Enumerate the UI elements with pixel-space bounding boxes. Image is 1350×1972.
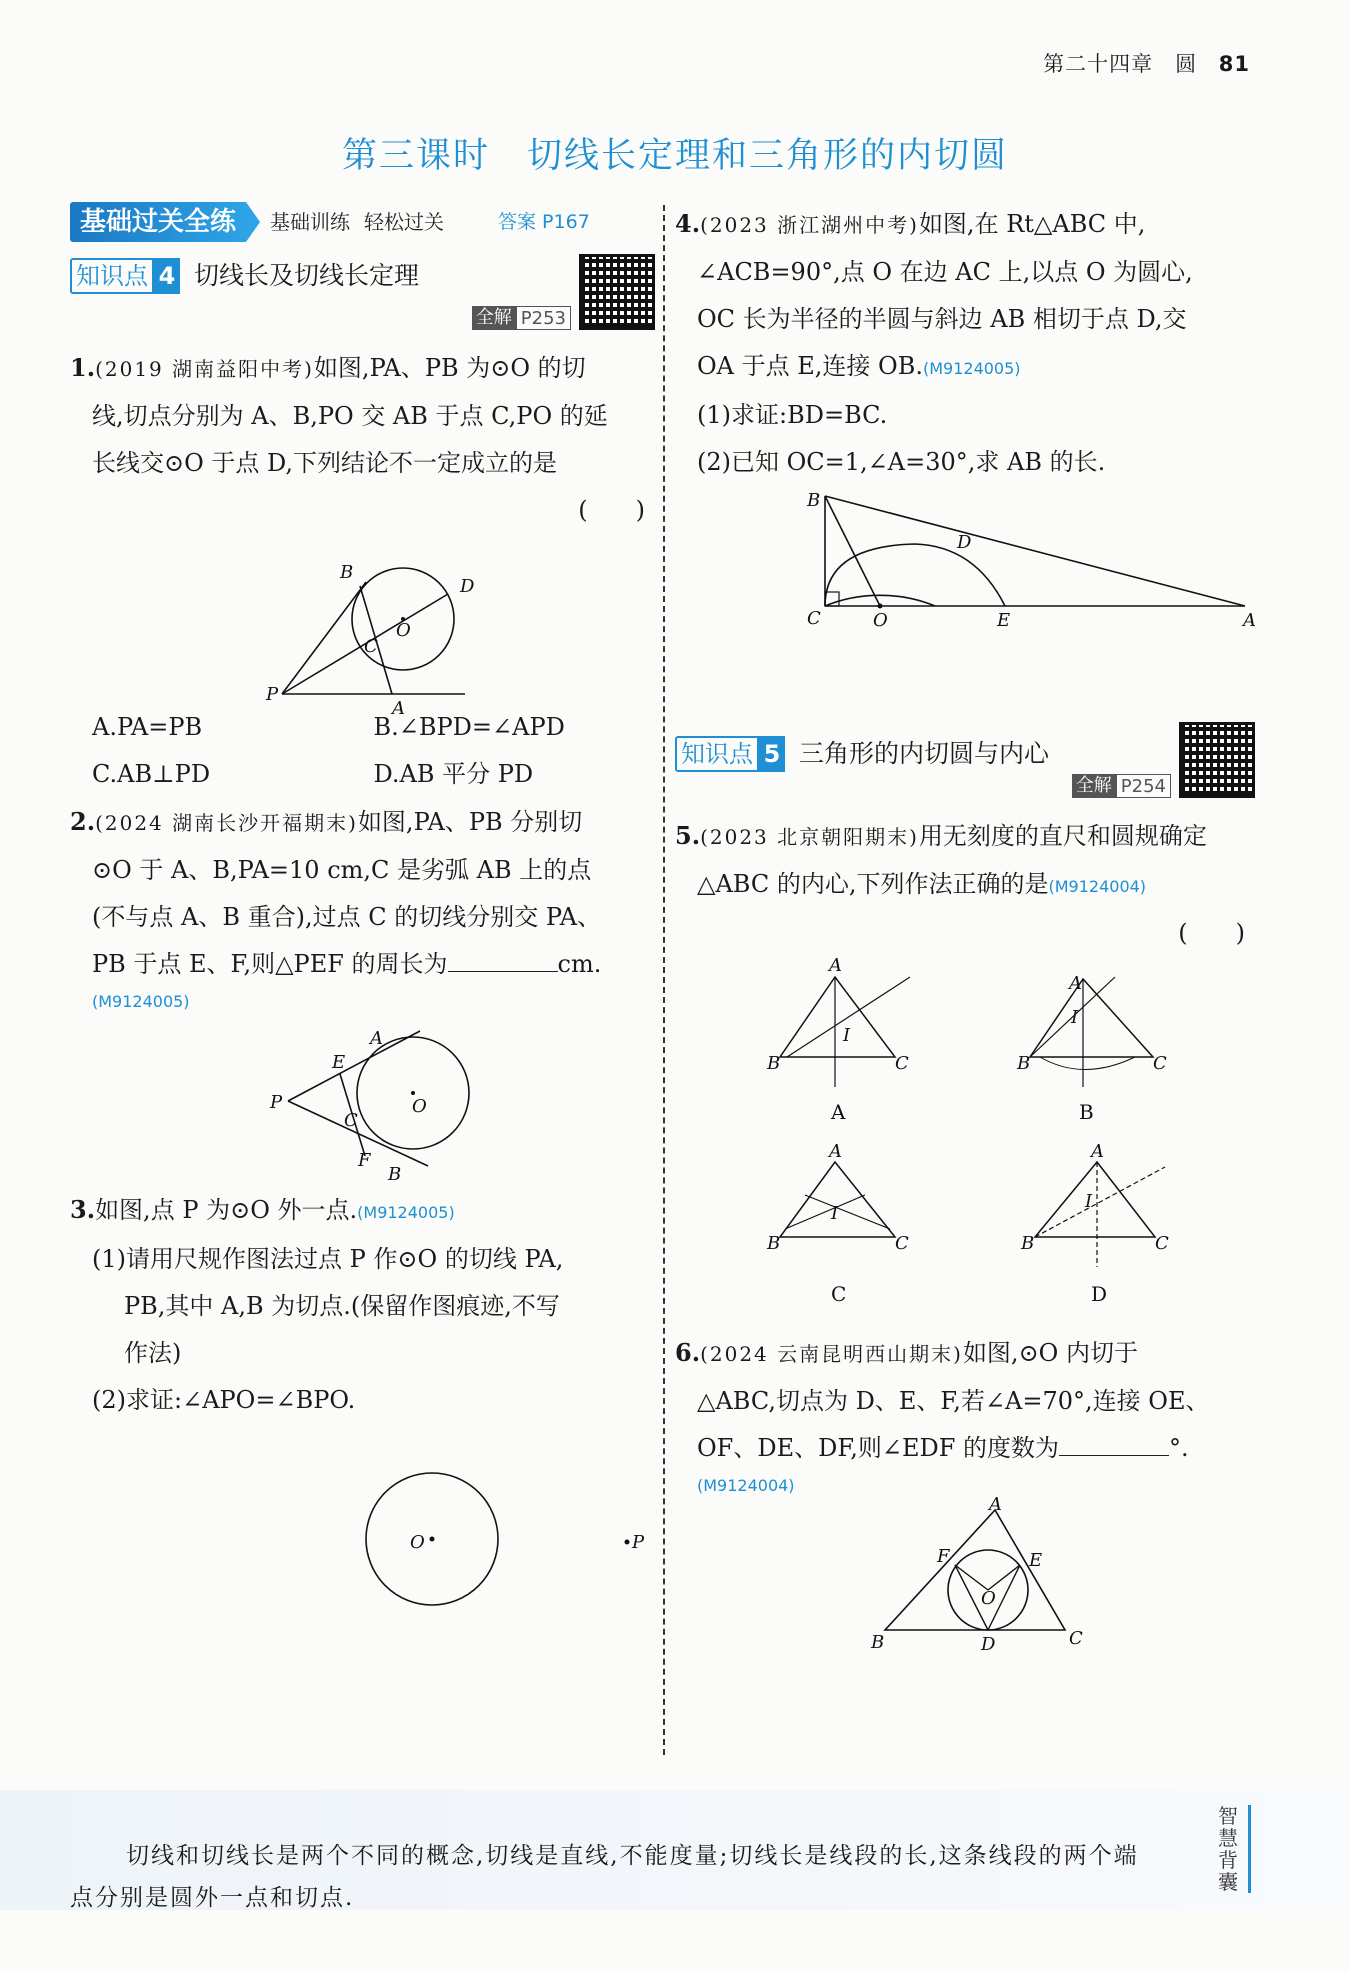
pt-C: C xyxy=(1153,1053,1167,1074)
q-number: 6. xyxy=(675,1338,701,1367)
tip-line-2: 点分别是圆外一点和切点. xyxy=(70,1885,355,1911)
pt-E: E xyxy=(332,1052,346,1073)
pt-P: P xyxy=(266,684,279,705)
pt-P: P xyxy=(632,1532,645,1553)
pt-O: O xyxy=(981,1588,996,1609)
q5-option-a-figure xyxy=(766,955,910,1124)
pt-I: I xyxy=(843,1025,851,1046)
q-number: 3. xyxy=(70,1195,96,1224)
pt-B: B xyxy=(340,562,354,583)
q-text: OA 于点 E,连接 OB. xyxy=(697,352,923,380)
q-code: (M9124005) xyxy=(922,359,1021,378)
pt-B: B xyxy=(871,1632,885,1653)
q-text: (不与点 A、B 重合),过点 C 的切线分别交 PA、 xyxy=(92,903,602,931)
q2-figure xyxy=(70,1016,655,1186)
qj-label: 全解 xyxy=(1072,774,1116,798)
q-source: (2024 湖南长沙开福期末) xyxy=(95,811,358,835)
pt-F: F xyxy=(937,1546,950,1567)
fig-label: C xyxy=(831,1282,847,1306)
pt-C: C xyxy=(807,608,821,629)
pt-A: A xyxy=(370,1028,383,1049)
pt-B: B xyxy=(767,1053,781,1074)
q-text: 如图,在 Rt△ABC 中, xyxy=(918,210,1146,238)
pt-C: C xyxy=(895,1053,909,1074)
q-text: △ABC,切点为 D、E、F,若∠A=70°,连接 OE、 xyxy=(697,1387,1210,1415)
q-text: ∠ACB=90°,点 O 在边 AC 上,以点 O 为圆心, xyxy=(697,258,1193,286)
q-number: 4. xyxy=(675,209,701,238)
q-text: 线,切点分别为 A、B,PO 交 AB 于点 C,PO 的延 xyxy=(92,402,608,430)
question-6 xyxy=(675,1329,1255,1655)
knowledge-point-5 xyxy=(675,730,1049,777)
pt-B: B xyxy=(807,490,821,511)
section-banner xyxy=(70,200,655,244)
fig-label: D xyxy=(1091,1282,1108,1306)
pt-I: I xyxy=(1085,1191,1093,1212)
banner-sub1: 基础训练 xyxy=(270,209,351,234)
kp-number: 4 xyxy=(154,258,180,294)
pt-C: C xyxy=(1069,1628,1083,1649)
question-2 xyxy=(70,798,655,1186)
q6-figure xyxy=(675,1494,1255,1655)
q-part1: 作法) xyxy=(124,1339,182,1367)
column-divider xyxy=(663,205,665,1755)
lesson-title: 第三课时 切线长定理和三角形的内切圆 xyxy=(341,136,1008,176)
full-solution-ref xyxy=(472,306,571,330)
q-text: PB 于点 E、F,则△PEF 的周长为 xyxy=(92,950,448,978)
q5-figures xyxy=(675,957,1255,1337)
option-d[interactable]: D.AB 平分 PD xyxy=(373,760,534,788)
banner-main: 基础过关全练 xyxy=(70,202,246,242)
full-solution-ref xyxy=(1072,774,1171,798)
q5-option-b-figure xyxy=(1016,973,1167,1124)
q-source: (2019 湖南益阳中考) xyxy=(95,357,314,381)
q1-options xyxy=(70,704,655,798)
qr-code-icon[interactable] xyxy=(579,254,655,330)
pt-P: P xyxy=(270,1092,283,1113)
pt-B: B xyxy=(388,1164,402,1185)
q-number: 2. xyxy=(70,807,96,836)
q-number: 5. xyxy=(675,821,701,850)
kp-tag: 知识点 xyxy=(675,736,759,772)
pt-A: A xyxy=(989,1494,1002,1515)
knowledge-point-4 xyxy=(70,252,419,299)
answer-blank[interactable] xyxy=(448,947,558,972)
option-a[interactable]: A.PA=PB xyxy=(92,713,203,741)
q-text: 如图,⊙O 内切于 xyxy=(962,1339,1138,1367)
kp5-row xyxy=(675,722,1255,812)
question-4 xyxy=(675,200,1255,636)
qr-code-icon[interactable] xyxy=(1179,722,1255,798)
q-part2: (2)求证:∠APO=∠BPO. xyxy=(92,1386,356,1414)
q5-option-d-figure xyxy=(1020,1141,1169,1306)
pt-C: C xyxy=(1155,1233,1169,1254)
q-unit: °. xyxy=(1169,1434,1189,1462)
pt-A: A xyxy=(829,955,842,976)
q-text: △ABC 的内心,下列作法正确的是 xyxy=(697,870,1049,898)
answer-blank[interactable] xyxy=(1059,1431,1169,1456)
qj-label: 全解 xyxy=(472,306,516,330)
tip-box xyxy=(70,1835,1230,1919)
q-code: (M9124004) xyxy=(1048,877,1147,896)
q-text: 如图,点 P 为⊙O 外一点. xyxy=(95,1196,358,1224)
pt-O: O xyxy=(412,1096,427,1117)
pt-O: O xyxy=(396,620,411,641)
pt-D: D xyxy=(460,576,475,597)
q-text: 如图,PA、PB 为⊙O 的切 xyxy=(313,354,586,382)
qj-page: P254 xyxy=(1116,774,1171,798)
pt-O: O xyxy=(410,1532,425,1553)
q1-figure xyxy=(70,534,655,719)
q-number: 1. xyxy=(70,353,96,382)
q-source: (2023 浙江湖州中考) xyxy=(700,213,919,237)
pt-O: O xyxy=(873,610,888,631)
q-text: OF、DE、DF,则∠EDF 的度数为 xyxy=(697,1434,1060,1462)
q-part1: PB,其中 A,B 为切点.(保留作图痕迹,不写 xyxy=(124,1292,560,1320)
q-code: (M9124005) xyxy=(92,992,190,1011)
qj-page: P253 xyxy=(516,306,571,330)
q-text: 用无刻度的直尺和圆规确定 xyxy=(918,822,1207,850)
q-source: (2024 云南昆明西山期末) xyxy=(700,1342,963,1366)
pt-B: B xyxy=(1021,1233,1035,1254)
pt-B: B xyxy=(767,1233,781,1254)
banner-arrow-icon xyxy=(246,202,260,242)
right-column xyxy=(675,200,1256,1655)
pt-I: I xyxy=(1071,1007,1079,1028)
q-code: (M9124004) xyxy=(697,1476,795,1495)
kp-tag: 知识点 xyxy=(70,258,154,294)
kp4-row xyxy=(70,244,655,344)
q5-option-c-figure xyxy=(766,1141,909,1306)
pt-F: F xyxy=(358,1150,371,1171)
pt-E: E xyxy=(997,610,1011,631)
fig-label: A xyxy=(831,1100,846,1124)
fig-label: B xyxy=(1079,1100,1094,1124)
pt-C: C xyxy=(895,1233,909,1254)
q-text: ⊙O 于 A、B,PA=10 cm,C 是劣弧 AB 上的点 xyxy=(92,856,592,884)
pt-A: A xyxy=(1243,610,1256,631)
q-part2: (2)已知 OC=1,∠A=30°,求 AB 的长. xyxy=(697,448,1106,476)
q-unit: cm. xyxy=(557,950,602,978)
answer-paren[interactable]: ( ) xyxy=(578,496,645,524)
option-b[interactable]: B.∠BPD=∠APD xyxy=(373,713,565,741)
kp-title: 切线长及切线长定理 xyxy=(194,261,420,290)
question-1 xyxy=(70,344,655,798)
pt-A: A xyxy=(1069,973,1082,994)
pt-B: B xyxy=(1017,1053,1031,1074)
q-source: (2023 北京朝阳期末) xyxy=(700,825,919,849)
side-label: 智慧背囊 xyxy=(1218,1805,1251,1893)
pt-D: D xyxy=(957,532,972,553)
pt-A: A xyxy=(829,1141,842,1162)
q-code: (M9124005) xyxy=(357,1203,455,1222)
pt-I: I xyxy=(831,1203,839,1224)
tip-line-1: 切线和切线长是两个不同的概念,切线是直线,不能度量;切线长是线段的长,这条线段的两个端 xyxy=(126,1843,1139,1869)
question-3 xyxy=(70,1186,655,1614)
pt-E: E xyxy=(1029,1550,1043,1571)
pt-A: A xyxy=(1091,1141,1104,1162)
q3-figure xyxy=(70,1424,655,1614)
page-number: 81 xyxy=(1218,52,1250,76)
q-text: 如图,PA、PB 分别切 xyxy=(357,808,583,836)
answer-ref: 答案 P167 xyxy=(498,210,590,233)
pt-A: A xyxy=(392,698,405,719)
chapter-title: 第二十四章 圆 xyxy=(1043,52,1198,76)
pt-D: D xyxy=(981,1634,996,1655)
question-5 xyxy=(675,812,1255,1337)
kp-title: 三角形的内切圆与内心 xyxy=(799,739,1050,768)
left-column xyxy=(70,200,655,1614)
pt-C: C xyxy=(364,636,378,657)
q4-figure xyxy=(675,486,1255,636)
chapter-header xyxy=(1043,48,1250,78)
q-part1: (1)求证:BD=BC. xyxy=(697,401,888,429)
q-text: 长线交⊙O 于点 D,下列结论不一定成立的是 xyxy=(92,449,558,477)
q-part1: (1)请用尺规作图法过点 P 作⊙O 的切线 PA, xyxy=(92,1245,564,1273)
kp-number: 5 xyxy=(759,736,785,772)
pt-C: C xyxy=(344,1110,358,1131)
option-c[interactable]: C.AB⊥PD xyxy=(92,760,211,788)
answer-paren[interactable]: ( ) xyxy=(1178,919,1245,947)
q-text: OC 长为半径的半圆与斜边 AB 相切于点 D,交 xyxy=(697,305,1187,333)
banner-sub2: 轻松过关 xyxy=(364,209,445,234)
